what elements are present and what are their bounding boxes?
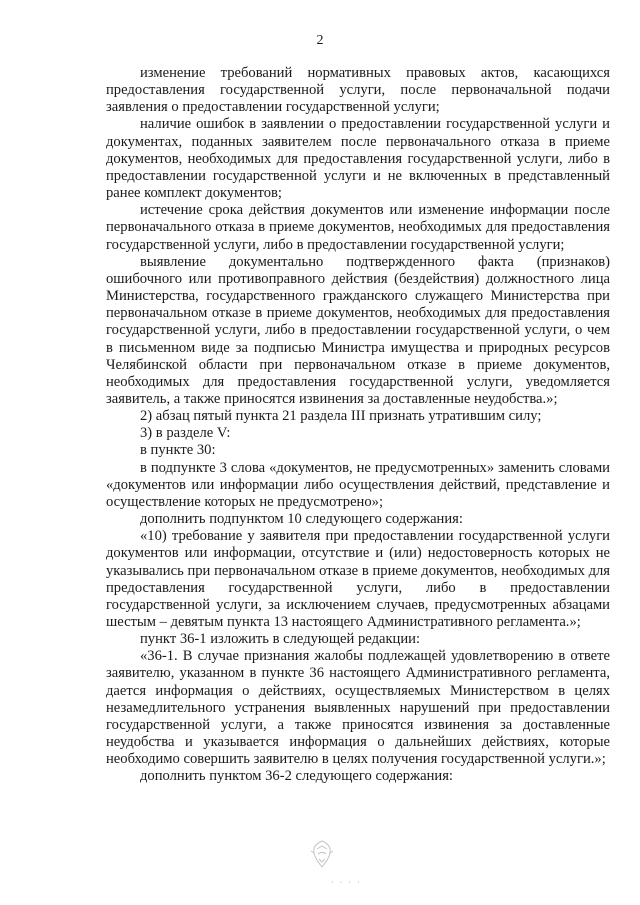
paragraph-4: выявление документально подтвержденного факта (признаков) ошибочного или противоправного действия (бездействия) должностного лица Министерства, государственного гражданского служащего Министерства при первоначальном отказе в приеме документов, необходимых для предоставления государственной услуги, либо в предоставлении государственной услуги, о чем в письменном виде за подписью Министра имущества и природных ресурсов Челябинской области при первоначальном отказе в приеме документов, необходимых для предоставления государственной услуги, уведомляется заявитель, а также приносятся извинения за доставленные неудобства.»; bbox=[106, 253, 610, 407]
paragraph-6: 3) в разделе V: bbox=[140, 425, 231, 442]
paragraph-11: пункт 36-1 изложить в следующей редакции: bbox=[140, 631, 421, 648]
paragraph-5: 2) абзац пятый пункта 21 раздела III признать утратившим силу; bbox=[140, 408, 542, 425]
paragraph-2: наличие ошибок в заявлении о предоставлении государственной услуги и документах, поданных заявителем после первоначального отказа в приеме документов, необходимых для предоставления государственной услуги, либо в предоставлении государственной услуги и не включенных в представленный ранее комплект документов; bbox=[106, 116, 610, 202]
coat-of-arms-seal-icon bbox=[305, 838, 339, 872]
paragraph-13: дополнить пунктом 36-2 следующего содержания: bbox=[140, 768, 453, 785]
paragraph-9: дополнить подпунктом 10 следующего содержания: bbox=[140, 511, 463, 528]
paragraph-8: в подпункте 3 слова «документов, не предусмотренных» заменить словами «документов или информации либо осуществления действий, представление и осуществление которых не предусмотрено»; bbox=[106, 459, 610, 510]
document-body bbox=[106, 65, 610, 786]
paragraph-3: истечение срока действия документов или изменение информации после первоначального отказа в приеме документов, необходимых для предоставления государственной услуги, либо в предоставлении государственной услуги; bbox=[106, 202, 610, 253]
paragraph-7: в пункте 30: bbox=[140, 442, 216, 459]
page-number: 2 bbox=[316, 33, 324, 48]
paragraph-1: изменение требований нормативных правовых актов, касающихся предоставления государственной услуги, после первоначальной подачи заявления о предоставлении государственной услуги; bbox=[106, 65, 610, 116]
paragraph-10: «10) требование у заявителя при предоставлении государственной услуги документов или информации, отсутствие и (или) недостоверность которых не указывались при первоначальном отказе в приеме документов, необходимых для предоставления государственной услуги, либо в предоставлении государственной услуги, за исключением случаев, предусмотренных абзацами шестым – девятым пункта 13 настоящего Административного регламента.»; bbox=[106, 528, 610, 630]
paragraph-12: «36-1. В случае признания жалобы подлежащей удовлетворению в ответе заявителю, указанном в пункте 36 настоящего Административного регламента, дается информация о действиях, осуществляемых Министерством в целях незамедлительного устранения выявленных нарушений при предоставлении государственной услуги, а также приносятся извинения за доставленные неудобства и указывается информация о дальнейших действиях, которые необходимо совершить заявителю в целях получения государственной услуги.»; bbox=[106, 648, 610, 768]
seal-mark: · · · · bbox=[331, 878, 362, 887]
